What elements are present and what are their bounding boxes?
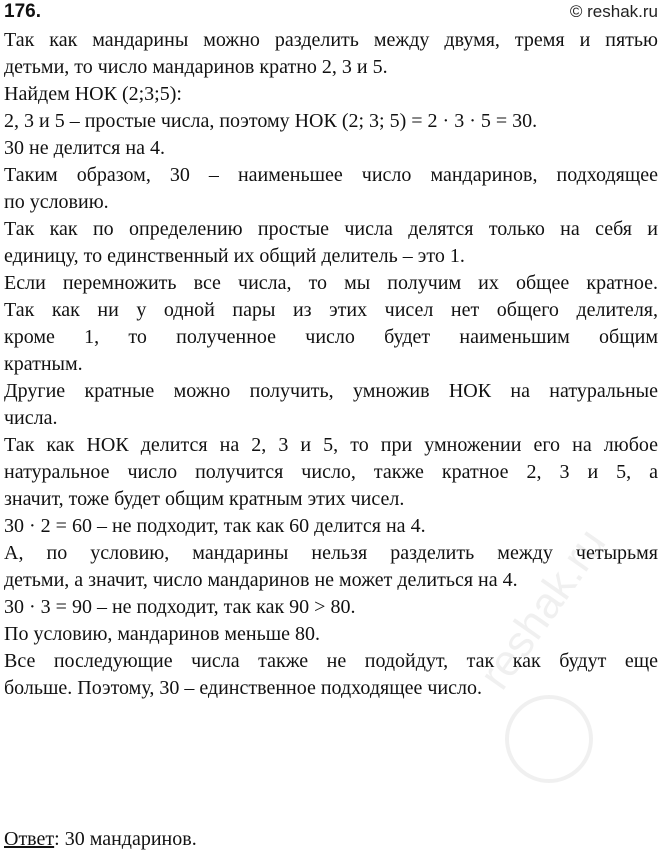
paragraph: [4, 432, 658, 513]
paragraph: [4, 648, 658, 702]
text-line: Таким образом, 30 – наименьшее число мандаринов, подходящее: [4, 164, 658, 186]
answer-line: [4, 826, 658, 853]
text-line: Все последующие числа также не подойдут, так как будут еще: [4, 650, 658, 672]
text-line: По условию, мандаринов меньше 80.: [4, 623, 321, 645]
text-line: детьми, то число мандаринов кратно 2, 3 и 5.: [4, 56, 388, 78]
text-line: 2, 3 и 5 – простые числа, поэтому НОК (2; 3; 5) = 2 · 3 · 5 = 30.: [4, 110, 538, 132]
answer-text: : 30 мандаринов.: [54, 828, 197, 850]
text-line: А, по условию, мандарины нельзя разделить между четырьмя: [4, 542, 658, 564]
text-line: детьми, а значит, число мандаринов не может делиться на 4.: [4, 569, 518, 591]
solution-text: [4, 27, 658, 702]
text-line: кроме 1, то полученное число будет наименьшим общим: [4, 326, 658, 348]
text-line: Найдем НОК (2;3;5):: [4, 83, 182, 105]
text-line: Так как НОК делится на 2, 3 и 5, то при умножении его на любое: [4, 434, 658, 456]
paragraph: [4, 513, 658, 540]
paragraph: [4, 378, 658, 432]
watermark-copyright-icon: [505, 695, 593, 783]
paragraph: [4, 621, 658, 648]
paragraph: [4, 27, 658, 81]
text-line: Если перемножить все числа, то мы получим их общее кратное.: [4, 272, 658, 294]
text-line: 30 · 2 = 60 – не подходит, так как 60 делится на 4.: [4, 515, 426, 537]
paragraph: [4, 216, 658, 270]
text-line: значит, тоже будет общим кратным этих чисел.: [4, 488, 405, 510]
text-line: по условию.: [4, 191, 109, 213]
text-line: больше. Поэтому, 30 – единственное подходящее число.: [4, 677, 482, 699]
text-line: 30 не делится на 4.: [4, 137, 165, 159]
text-line: кратным.: [4, 353, 83, 375]
text-line: Так как по определению простые числа делятся только на себя и: [4, 218, 658, 240]
text-line: 30 · 3 = 90 – не подходит, так как 90 > 80.: [4, 596, 356, 618]
answer-label: Ответ: [4, 828, 55, 850]
text-line: Другие кратные можно получить, умножив НОК на натуральные: [4, 380, 658, 402]
paragraph: [4, 270, 658, 378]
paragraph: [4, 594, 658, 621]
watermark: reshak.ru: [470, 519, 616, 699]
text-line: единицу, то единственный их общий делитель – это 1.: [4, 245, 465, 267]
text-line: числа.: [4, 407, 58, 429]
paragraph: [4, 81, 658, 108]
paragraph: [4, 135, 658, 162]
text-line: Так как мандарины можно разделить между двумя, тремя и пятью: [4, 29, 658, 51]
header: [0, 0, 662, 24]
paragraph: [4, 108, 658, 135]
paragraph: [4, 540, 658, 594]
paragraph: [4, 162, 658, 216]
text-line: Так как ни у одной пары из этих чисел нет общего делителя,: [4, 299, 658, 321]
task-number: 176.: [4, 1, 41, 22]
site-mark[interactable]: © reshak.ru: [569, 2, 658, 21]
text-line: натуральное число получится число, также кратное 2, 3 и 5, а: [4, 461, 658, 483]
